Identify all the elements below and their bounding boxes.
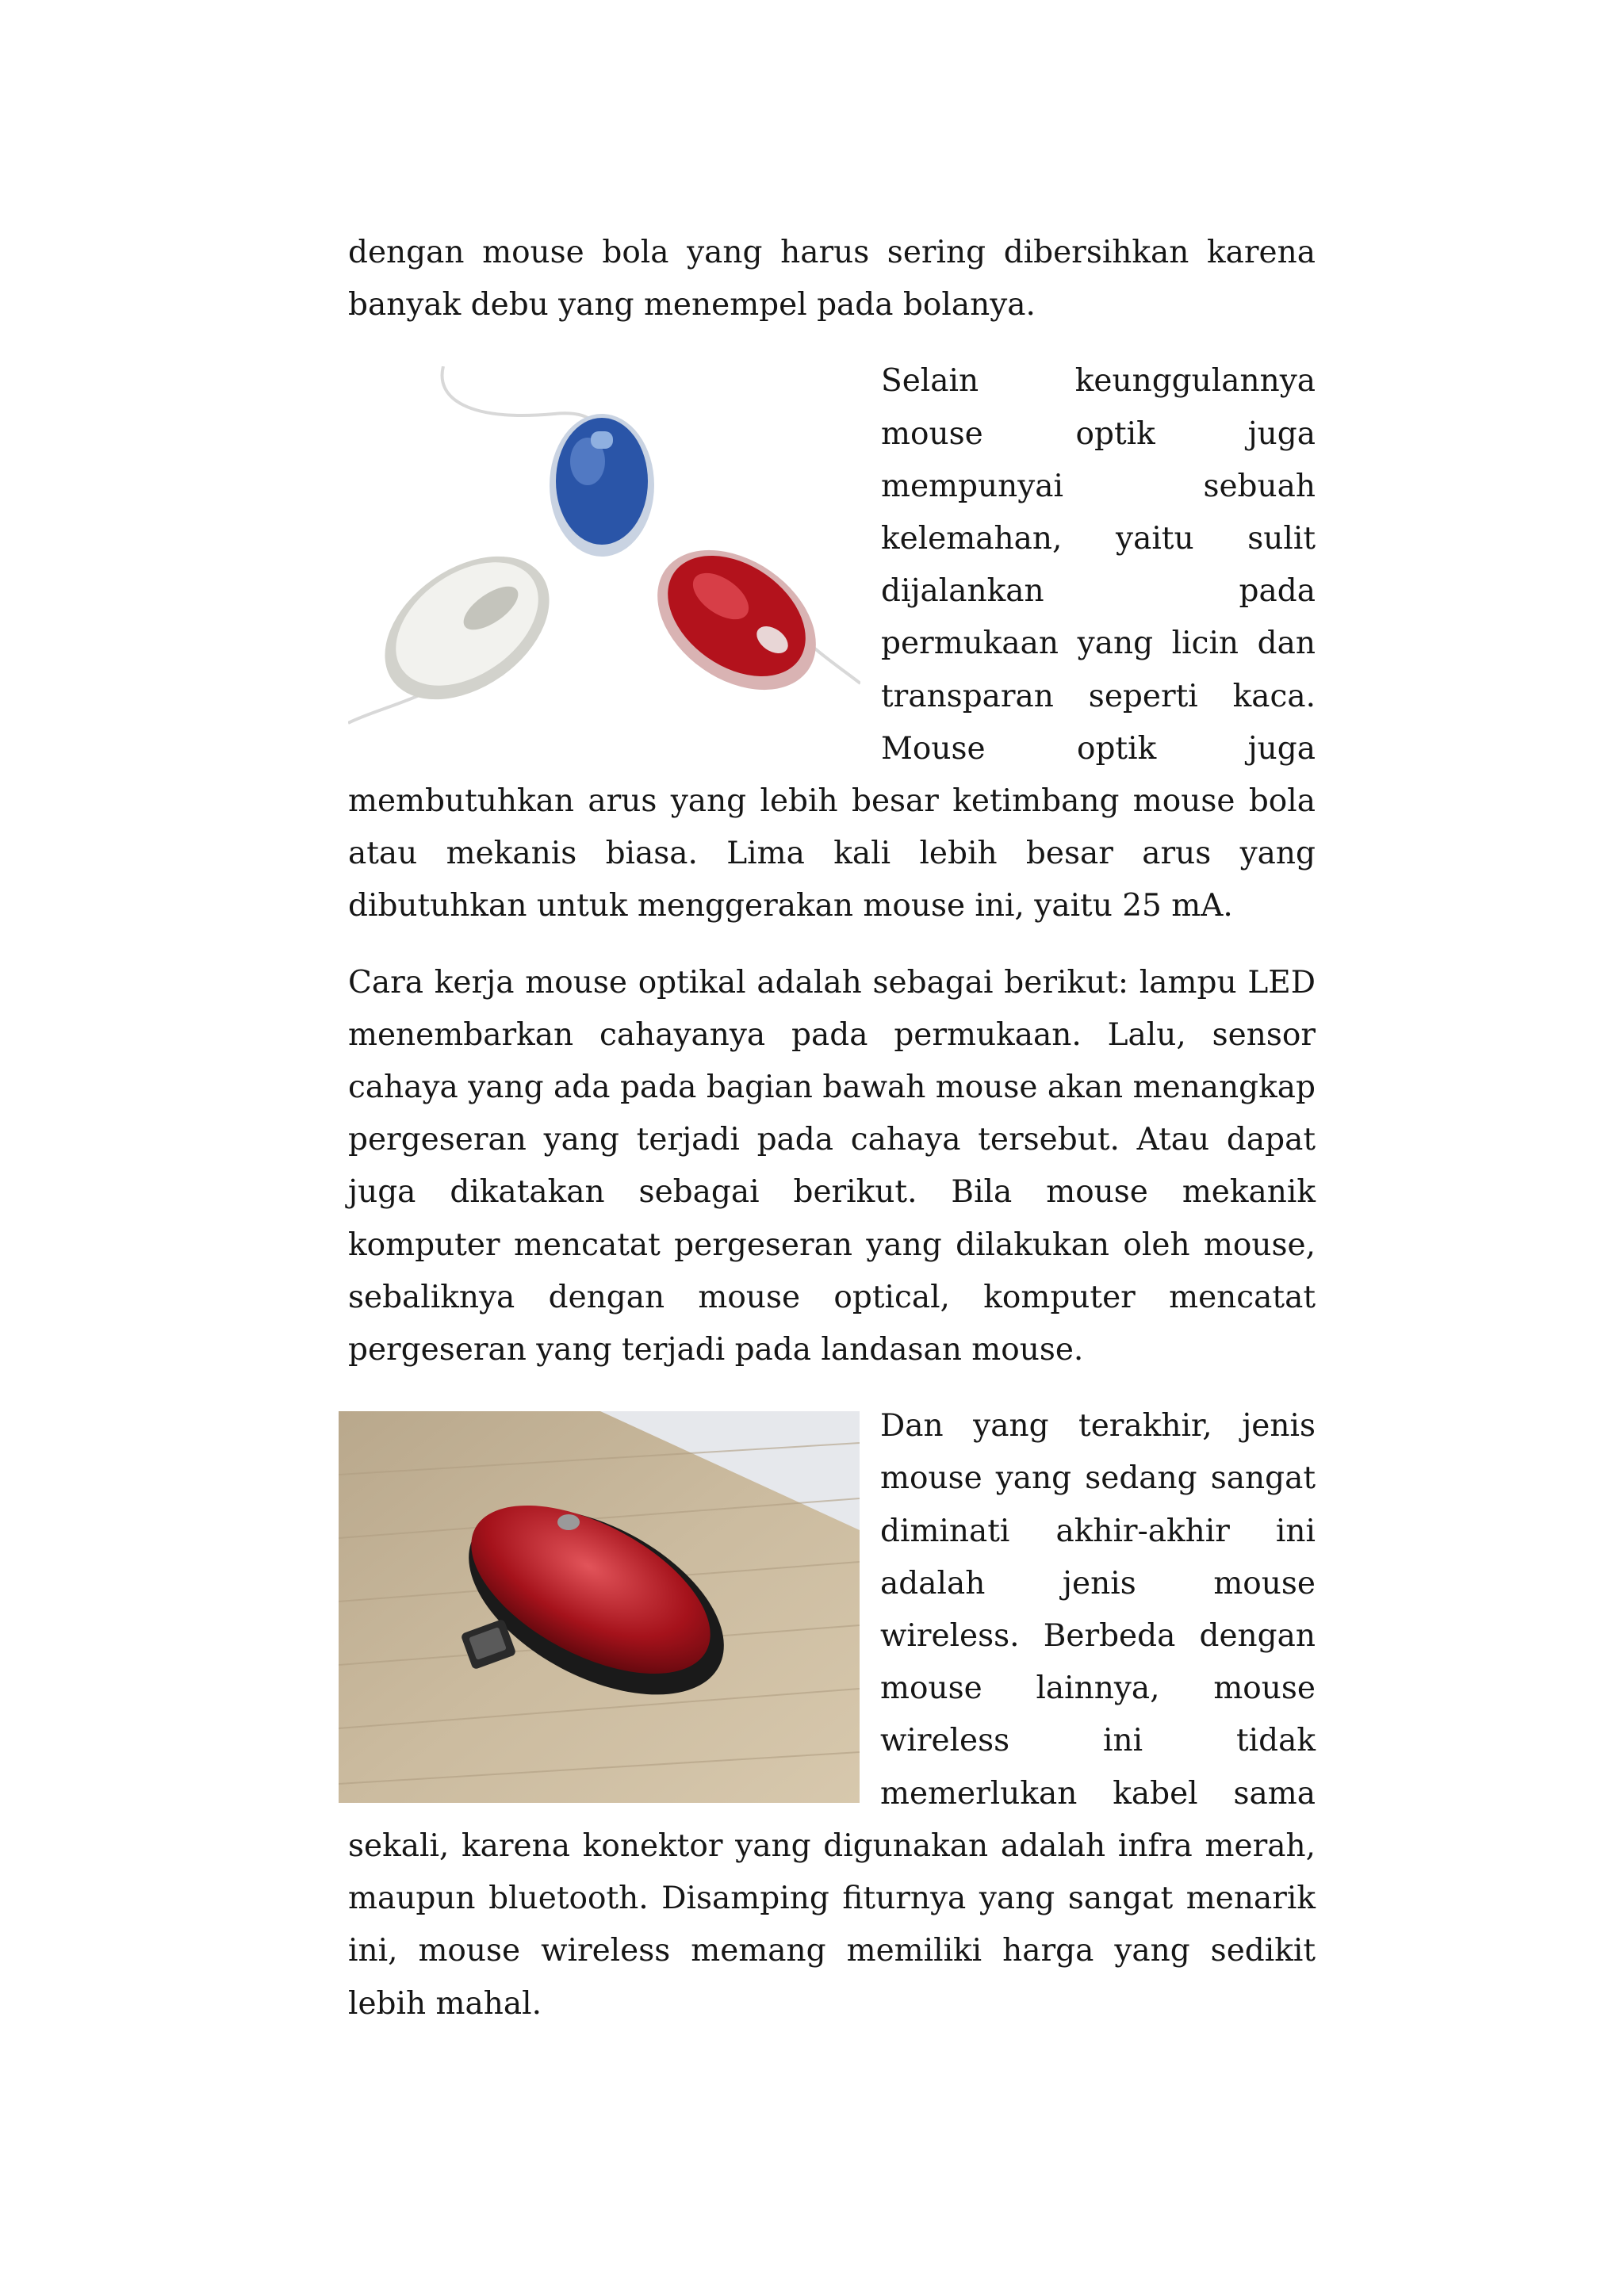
- paragraph-4: [348, 1400, 1316, 2030]
- paragraph-3: Cara kerja mouse optikal adalah sebagai berikut: lampu LED menembarkan cahayanya pada permukaan. Lalu, sensor cahaya yang ada pada bagian bawah mouse akan menangkap pergeseran yang terjadi pada cahaya tersebut. Atau dapat juga dikatakan sebagai berikut. Bila mouse mekanik komputer mencatat pergeseran yang dilakukan oleh mouse, sebaliknya dengan mouse optical, komputer mencatat pergeseran yang terjadi pada landasan mouse.: [348, 964, 1316, 1368]
- paragraph-2: [348, 355, 1316, 932]
- paragraph-2-text: Selain keunggulannya mouse optik juga mempunyai sebuah kelemahan, yaitu sulit dijalankan pada permukaan yang licin dan transparan seperti kaca. Mouse optik juga membutuhkan arus yang lebih besar ketimbang mouse bola atau mekanis biasa. Lima kali lebih besar arus yang dibutuhkan untuk menggerakan mouse ini, yaitu 25 mA.: [348, 363, 1316, 924]
- paragraph-4-text: Dan yang terakhir, jenis mouse yang sedang sangat diminati akhir-akhir ini adalah jenis mouse wireless. Berbeda dengan mouse lainnya, mouse wireless ini tidak memerlukan kabel sama sekali, karena konektor yang digunakan adalah infra merah, maupun bluetooth. Disamping fiturnya yang sangat menarik ini, mouse wireless memang memiliki harga yang sedikit lebih mahal.: [348, 1408, 1316, 2022]
- text-column: [348, 227, 1316, 2030]
- optical-mice-photo: [348, 366, 860, 740]
- paragraph-1: dengan mouse bola yang harus sering dibersihkan karena banyak debu yang menempel pada bolanya.: [348, 235, 1316, 323]
- wireless-mouse-photo: [339, 1411, 860, 1803]
